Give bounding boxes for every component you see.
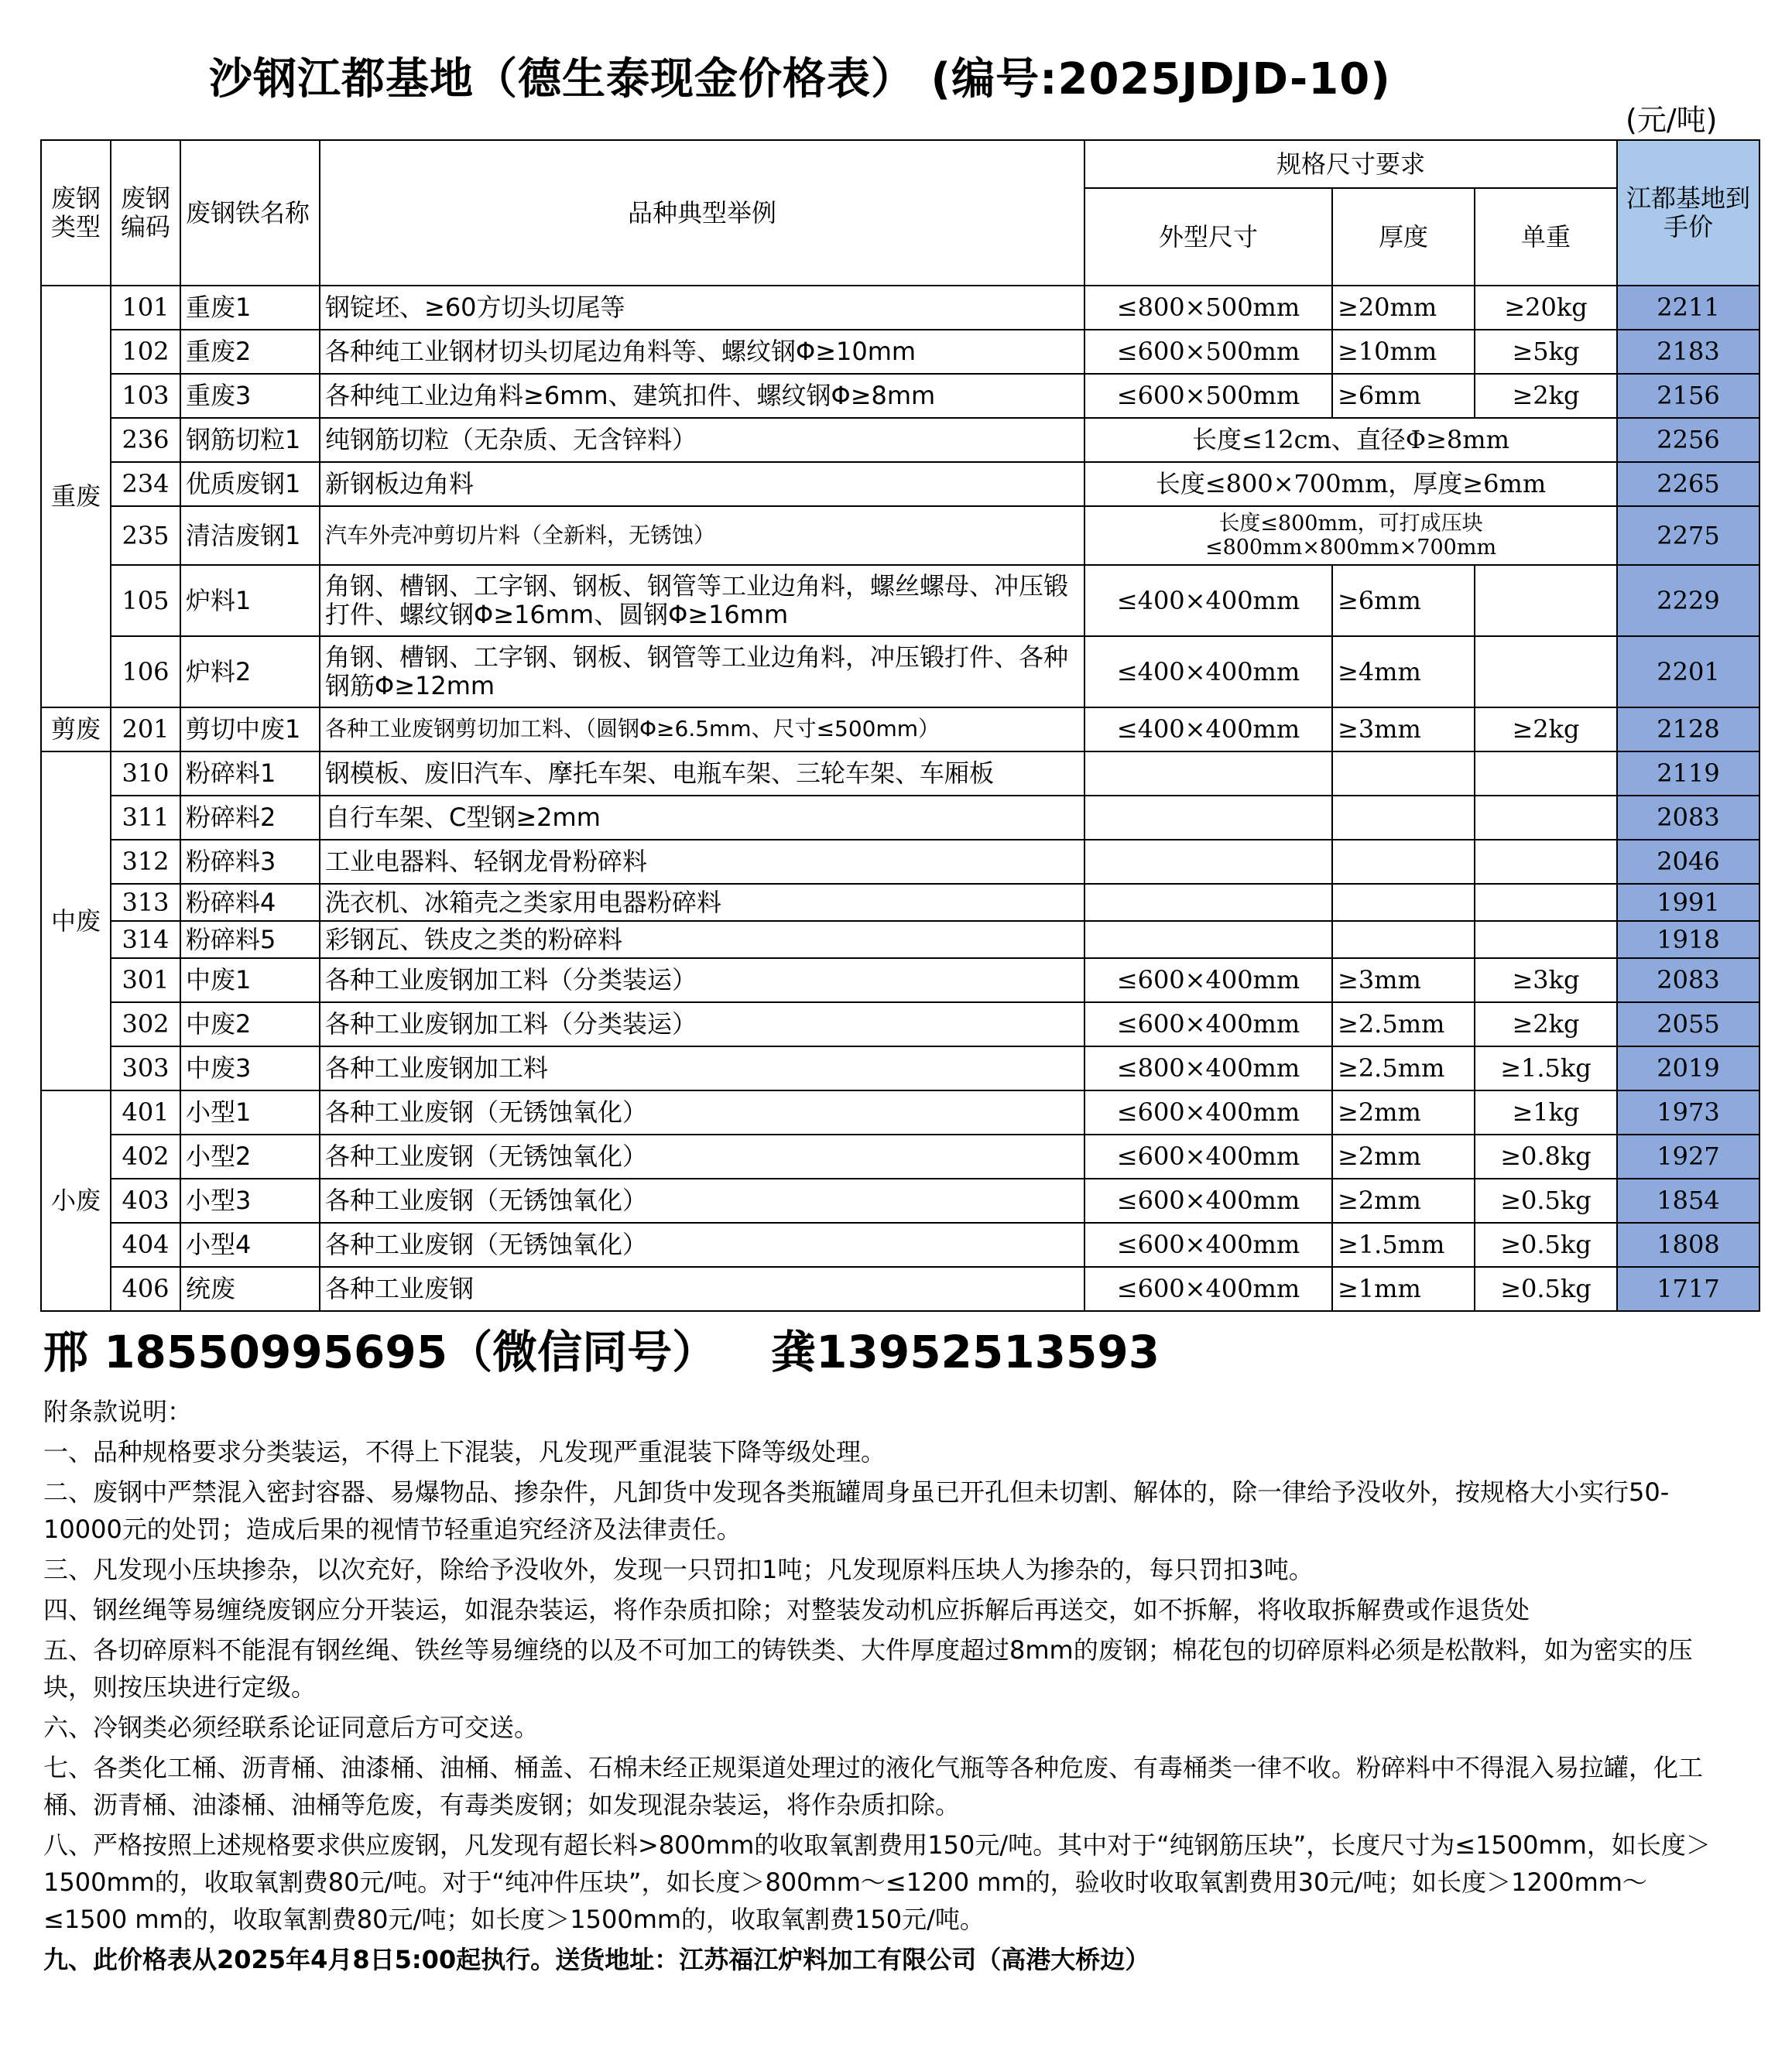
table-row <box>41 1135 1759 1179</box>
row-price: 1717 <box>1617 1267 1759 1311</box>
row-weight <box>1475 565 1617 636</box>
row-name: 重废2 <box>180 330 320 374</box>
row-price: 2128 <box>1617 707 1759 751</box>
note-item: 六、冷钢类必须经联系论证同意后方可交送。 <box>43 1713 540 1742</box>
row-size: ≤600×400mm <box>1084 958 1332 1002</box>
row-code: 314 <box>111 921 180 958</box>
row-example: 自行车架、C型钢≥2mm <box>320 796 1084 840</box>
row-code: 101 <box>111 286 180 330</box>
table-row <box>41 958 1759 1002</box>
contact-line <box>43 1316 1160 1381</box>
row-size: ≤600×400mm <box>1084 1135 1332 1179</box>
row-thickness: ≥1mm <box>1332 1267 1475 1311</box>
table-row <box>41 1046 1759 1090</box>
row-size: ≤600×400mm <box>1084 1223 1332 1267</box>
row-name: 小型1 <box>180 1090 320 1135</box>
row-thickness: ≥2mm <box>1332 1179 1475 1223</box>
row-name: 粉碎料3 <box>180 840 320 884</box>
note-item: 二、废钢中严禁混入密封容器、易爆物品、掺杂件，凡卸货中发现各类瓶罐周身虽已开孔但未切割、解体的，除一律给予没收外，按规格大小实行50-10000元的处罚；造成后果的视情节轻重追究经济及法律责任。 <box>43 1477 1670 1544</box>
table-row <box>41 1090 1759 1135</box>
row-code: 102 <box>111 330 180 374</box>
row-size: ≤800×500mm <box>1084 286 1332 330</box>
row-weight <box>1475 751 1617 796</box>
row-price: 2083 <box>1617 958 1759 1002</box>
row-code: 406 <box>111 1267 180 1311</box>
row-code: 403 <box>111 1179 180 1223</box>
row-thickness: ≥4mm <box>1332 636 1475 707</box>
row-thickness <box>1332 921 1475 958</box>
row-price: 1927 <box>1617 1135 1759 1179</box>
row-code: 301 <box>111 958 180 1002</box>
row-weight: ≥5kg <box>1475 330 1617 374</box>
table-row <box>41 884 1759 921</box>
table-row <box>41 796 1759 840</box>
row-code: 310 <box>111 751 180 796</box>
row-price: 2201 <box>1617 636 1759 707</box>
contact-primary: 邢 18550995695（微信同号） <box>43 1326 718 1378</box>
row-name: 中废3 <box>180 1046 320 1090</box>
table-row <box>41 506 1759 565</box>
row-name: 清洁废钢1 <box>180 506 320 565</box>
table-row <box>41 1223 1759 1267</box>
header-spec: 规格尺寸要求 <box>1084 140 1617 188</box>
row-name: 钢筋切粒1 <box>180 418 320 462</box>
row-name: 粉碎料4 <box>180 884 320 921</box>
row-code: 404 <box>111 1223 180 1267</box>
row-example: 各种纯工业边角料≥6mm、建筑扣件、螺纹钢Φ≥8mm <box>320 374 1084 418</box>
category-small: 小废 <box>41 1090 111 1311</box>
header-type: 废钢类型 <box>41 140 111 286</box>
row-example: 角钢、槽钢、工字钢、钢板、钢管等工业边角料，冲压锻打件、各种钢筋Φ≥12mm <box>320 636 1084 707</box>
row-price: 1991 <box>1617 884 1759 921</box>
row-name: 统废 <box>180 1267 320 1311</box>
row-price: 2019 <box>1617 1046 1759 1090</box>
row-thickness <box>1332 840 1475 884</box>
table-row <box>41 707 1759 751</box>
row-price: 1808 <box>1617 1223 1759 1267</box>
row-code: 234 <box>111 462 180 506</box>
row-thickness: ≥2mm <box>1332 1135 1475 1179</box>
row-code: 105 <box>111 565 180 636</box>
table-row <box>41 1002 1759 1046</box>
row-size <box>1084 751 1332 796</box>
table-row <box>41 286 1759 330</box>
row-example: 各种工业废钢（无锈蚀氧化） <box>320 1090 1084 1135</box>
row-weight: ≥2kg <box>1475 374 1617 418</box>
table-row <box>41 636 1759 707</box>
row-size: ≤400×400mm <box>1084 707 1332 751</box>
row-size <box>1084 796 1332 840</box>
row-thickness: ≥2.5mm <box>1332 1046 1475 1090</box>
row-example: 新钢板边角料 <box>320 462 1084 506</box>
table-row <box>41 1267 1759 1311</box>
row-size: ≤800×400mm <box>1084 1046 1332 1090</box>
row-name: 小型2 <box>180 1135 320 1179</box>
row-thickness: ≥10mm <box>1332 330 1475 374</box>
row-code: 402 <box>111 1135 180 1179</box>
table-row <box>41 565 1759 636</box>
header-weight: 单重 <box>1475 188 1617 286</box>
row-price: 2046 <box>1617 840 1759 884</box>
row-example: 角钢、槽钢、工字钢、钢板、钢管等工业边角料，螺丝螺母、冲压锻打件、螺纹钢Φ≥16mm、圆钢Φ≥16mm <box>320 565 1084 636</box>
row-weight: ≥0.5kg <box>1475 1223 1617 1267</box>
table-row <box>41 374 1759 418</box>
row-code: 235 <box>111 506 180 565</box>
row-name: 优质废钢1 <box>180 462 320 506</box>
row-spec: 长度≤800×700mm，厚度≥6mm <box>1084 462 1617 506</box>
row-price: 2275 <box>1617 506 1759 565</box>
row-thickness: ≥2.5mm <box>1332 1002 1475 1046</box>
row-example: 各种工业废钢加工料（分类装运） <box>320 958 1084 1002</box>
row-weight: ≥20kg <box>1475 286 1617 330</box>
row-example: 各种工业废钢（无锈蚀氧化） <box>320 1223 1084 1267</box>
row-weight: ≥1.5kg <box>1475 1046 1617 1090</box>
row-thickness <box>1332 884 1475 921</box>
table-row <box>41 921 1759 958</box>
row-size <box>1084 921 1332 958</box>
row-thickness: ≥20mm <box>1332 286 1475 330</box>
row-weight <box>1475 796 1617 840</box>
row-code: 106 <box>111 636 180 707</box>
row-name: 粉碎料1 <box>180 751 320 796</box>
row-price: 2229 <box>1617 565 1759 636</box>
row-weight: ≥0.5kg <box>1475 1179 1617 1223</box>
row-code: 311 <box>111 796 180 840</box>
row-size: ≤600×400mm <box>1084 1179 1332 1223</box>
row-thickness <box>1332 796 1475 840</box>
table-row <box>41 330 1759 374</box>
row-weight: ≥1kg <box>1475 1090 1617 1135</box>
row-thickness: ≥2mm <box>1332 1090 1475 1135</box>
row-size: ≤600×400mm <box>1084 1267 1332 1311</box>
row-name: 剪切中废1 <box>180 707 320 751</box>
table-row <box>41 418 1759 462</box>
row-size: ≤400×400mm <box>1084 565 1332 636</box>
row-thickness: ≥6mm <box>1332 374 1475 418</box>
page-title: 沙钢江都基地（德生泰现金价格表） (编号:2025JDJD-10) <box>209 54 1391 104</box>
row-size: ≤600×500mm <box>1084 374 1332 418</box>
table-row <box>41 840 1759 884</box>
row-size: ≤600×500mm <box>1084 330 1332 374</box>
row-example: 各种工业废钢加工料 <box>320 1046 1084 1090</box>
row-weight: ≥2kg <box>1475 1002 1617 1046</box>
row-spec: 长度≤12cm、直径Φ≥8mm <box>1084 418 1617 462</box>
table-row <box>41 462 1759 506</box>
row-size <box>1084 884 1332 921</box>
row-example: 纯钢筋切粒（无杂质、无含锌料） <box>320 418 1084 462</box>
row-code: 312 <box>111 840 180 884</box>
row-weight <box>1475 921 1617 958</box>
table-row <box>41 751 1759 796</box>
row-name: 重废3 <box>180 374 320 418</box>
note-item: 七、各类化工桶、沥青桶、油漆桶、油桶、桶盖、石棉未经正规渠道处理过的液化气瓶等各种危废、有毒桶类一律不收。粉碎料中不得混入易拉罐，化工桶、沥青桶、油漆桶、油桶等危废，有毒类废钢；如发现混杂装运，将作杂质扣除。 <box>43 1753 1704 1820</box>
row-thickness: ≥3mm <box>1332 707 1475 751</box>
row-name: 中废1 <box>180 958 320 1002</box>
row-thickness <box>1332 751 1475 796</box>
row-price: 2083 <box>1617 796 1759 840</box>
row-code: 302 <box>111 1002 180 1046</box>
row-example: 各种工业废钢剪切加工料、（圆钢Φ≥6.5mm、尺寸≤500mm） <box>320 707 1084 751</box>
row-price: 2183 <box>1617 330 1759 374</box>
row-code: 303 <box>111 1046 180 1090</box>
row-thickness: ≥3mm <box>1332 958 1475 1002</box>
row-example: 汽车外壳冲剪切片料（全新料，无锈蚀） <box>320 506 1084 565</box>
row-name: 炉料2 <box>180 636 320 707</box>
row-price: 1918 <box>1617 921 1759 958</box>
category-heavy: 重废 <box>41 286 111 707</box>
row-weight <box>1475 884 1617 921</box>
header-thickness: 厚度 <box>1332 188 1475 286</box>
notes-heading: 附条款说明： <box>43 1397 193 1426</box>
unit-label: (元/吨) <box>1626 103 1718 137</box>
row-weight <box>1475 636 1617 707</box>
row-example: 钢锭坯、≥60方切头切尾等 <box>320 286 1084 330</box>
note-item: 五、各切碎原料不能混有钢丝绳、铁丝等易缠绕的以及不可加工的铸铁类、大件厚度超过8mm的废钢；棉花包的切碎原料必须是松散料，如为密实的压块，则按压块进行定级。 <box>43 1635 1693 1702</box>
row-example: 彩钢瓦、铁皮之类的粉碎料 <box>320 921 1084 958</box>
row-thickness: ≥6mm <box>1332 565 1475 636</box>
price-table <box>40 139 1760 1312</box>
note-item: 九、此价格表从2025年4月8日5:00起执行。送货地址：江苏福江炉料加工有限公司（高港大桥边） <box>43 1945 1150 1974</box>
row-example: 各种工业废钢（无锈蚀氧化） <box>320 1135 1084 1179</box>
row-example: 钢模板、废旧汽车、摩托车架、电瓶车架、三轮车架、车厢板 <box>320 751 1084 796</box>
row-weight: ≥0.8kg <box>1475 1135 1617 1179</box>
row-thickness: ≥1.5mm <box>1332 1223 1475 1267</box>
note-item: 三、凡发现小压块掺杂，以次充好，除给予没收外，发现一只罚扣1吨；凡发现原料压块人为掺杂的，每只罚扣3吨。 <box>43 1555 1314 1584</box>
row-name: 炉料1 <box>180 565 320 636</box>
row-price: 2256 <box>1617 418 1759 462</box>
row-weight: ≥0.5kg <box>1475 1267 1617 1311</box>
header-name: 废钢铁名称 <box>180 140 320 286</box>
category-medium: 中废 <box>41 751 111 1090</box>
row-example: 各种工业废钢 <box>320 1267 1084 1311</box>
row-code: 236 <box>111 418 180 462</box>
row-price: 2055 <box>1617 1002 1759 1046</box>
contact-secondary: 龚13952513593 <box>771 1326 1160 1378</box>
row-size: ≤600×400mm <box>1084 1002 1332 1046</box>
row-example: 洗衣机、冰箱壳之类家用电器粉碎料 <box>320 884 1084 921</box>
category-shear: 剪废 <box>41 707 111 751</box>
row-example: 各种工业废钢加工料（分类装运） <box>320 1002 1084 1046</box>
row-name: 重废1 <box>180 286 320 330</box>
row-size <box>1084 840 1332 884</box>
row-price: 1854 <box>1617 1179 1759 1223</box>
note-item: 八、严格按照上述规格要求供应废钢，凡发现有超长料>800mm的收取氧割费用150元/吨。其中对于“纯钢筋压块”，长度尺寸为≤1500mm，如长度＞1500mm的，收取氧割费80元/吨。对于“纯冲件压块”，如长度＞800mm～≤1200 mm的，验收时收取氧割费用30元/吨；如长度＞1200mm～≤1500 mm的，收取氧割费80元/吨；如长度＞1500mm的，收取氧割费150元/吨。 <box>43 1830 1711 1934</box>
table-row <box>41 1179 1759 1223</box>
row-code: 201 <box>111 707 180 751</box>
row-name: 中废2 <box>180 1002 320 1046</box>
row-spec: 长度≤800mm，可打成压块≤800mm×800mm×700mm <box>1084 506 1617 565</box>
row-weight <box>1475 840 1617 884</box>
row-price: 2265 <box>1617 462 1759 506</box>
row-example: 工业电器料、轻钢龙骨粉碎料 <box>320 840 1084 884</box>
row-name: 粉碎料5 <box>180 921 320 958</box>
row-example: 各种纯工业钢材切头切尾边角料等、螺纹钢Φ≥10mm <box>320 330 1084 374</box>
row-code: 401 <box>111 1090 180 1135</box>
row-size: ≤400×400mm <box>1084 636 1332 707</box>
note-item: 一、品种规格要求分类装运，不得上下混装，凡发现严重混装下降等级处理。 <box>43 1437 886 1467</box>
terms-notes <box>43 1393 1731 1981</box>
row-name: 小型3 <box>180 1179 320 1223</box>
row-weight: ≥3kg <box>1475 958 1617 1002</box>
row-code: 313 <box>111 884 180 921</box>
row-size: ≤600×400mm <box>1084 1090 1332 1135</box>
row-code: 103 <box>111 374 180 418</box>
note-item: 四、钢丝绳等易缠绕废钢应分开装运，如混杂装运，将作杂质扣除；对整装发动机应拆解后再送交，如不拆解，将收取拆解费或作退货处 <box>43 1595 1530 1624</box>
header-example: 品种典型举例 <box>320 140 1084 286</box>
row-name: 小型4 <box>180 1223 320 1267</box>
row-name: 粉碎料2 <box>180 796 320 840</box>
row-price: 2119 <box>1617 751 1759 796</box>
row-price: 2211 <box>1617 286 1759 330</box>
header-price: 江都基地到手价 <box>1617 140 1759 286</box>
row-example: 各种工业废钢（无锈蚀氧化） <box>320 1179 1084 1223</box>
row-price: 2156 <box>1617 374 1759 418</box>
row-weight: ≥2kg <box>1475 707 1617 751</box>
row-price: 1973 <box>1617 1090 1759 1135</box>
header-code: 废钢编码 <box>111 140 180 286</box>
header-size: 外型尺寸 <box>1084 188 1332 286</box>
